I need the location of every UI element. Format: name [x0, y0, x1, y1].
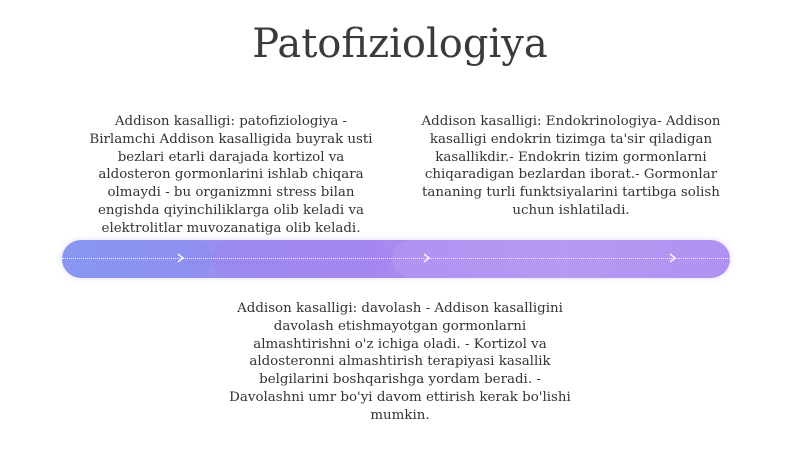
arrow-right-icon [668, 253, 678, 263]
timeline-dotted-line [62, 258, 730, 259]
timeline-bar [62, 240, 730, 278]
text-block-endocrinology: Addison kasalligi: Endokrinologiya- Addison kasalligi endokrin tizimga ta'sir qiladigan kasallikdir.- Endokrin tizim gormonlarni chiqaradigan bezlardan iborat.- Gormonlar tananing turli funktsiyalarini tartibga solish uchun ishlatiladi. [421, 114, 721, 218]
timeline-segment-3 [392, 240, 730, 278]
timeline-segment-1 [62, 240, 212, 278]
timeline-segment-2 [212, 240, 392, 278]
slide-title: Patofiziologiya [252, 21, 548, 67]
arrow-right-icon [176, 253, 186, 263]
arrow-right-icon [422, 253, 432, 263]
text-block-pathophysiology: Addison kasalligi: patofiziologiya - Birlamchi Addison kasalligida buyrak usti bezlari etarli darajada kortizol va aldosteron gormonlarini ishlab chiqara olmaydi - bu organizmni stress bilan engishda qiyinchiliklarga olib keladi va elektrolitlar muvozanatiga olib keladi. [89, 114, 373, 236]
text-block-treatment: Addison kasalligi: davolash - Addison kasalligini davolash etishmayotgan gormonlarni almashtirishni o'z ichiga oladi. - Kortizol va aldosteronni almashtirish terapiyasi kasallik belgilarini boshqarishga yordam beradi. - Davolashni umr bo'yi davom ettirish kerak bo'lishi mumkin. [229, 301, 571, 423]
